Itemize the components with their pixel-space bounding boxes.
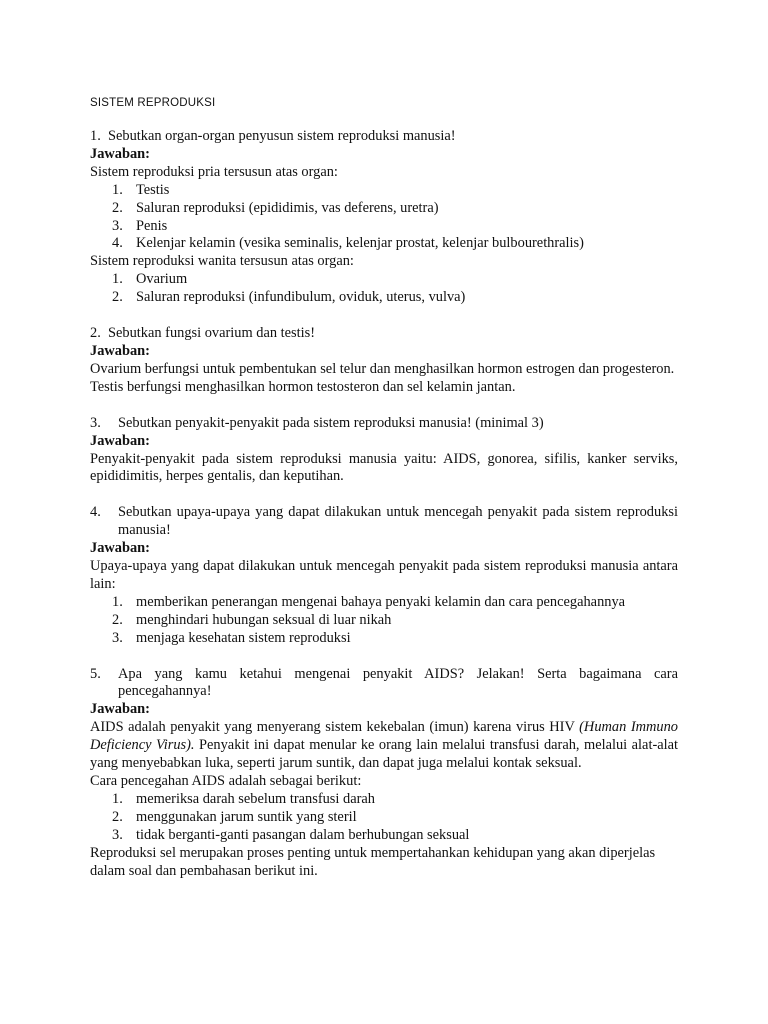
answer-label-1: Jawaban: — [90, 145, 150, 162]
question-1-number: 1. — [90, 128, 101, 144]
question-2-text: Sebutkan fungsi ovarium dan testis! — [108, 325, 316, 342]
question-4-text: Sebutkan upaya-upaya yang dapat dilakukan untuk mencegah penyakit pada sistem reproduksi manusia! — [118, 504, 678, 539]
question-2 — [90, 325, 678, 343]
closing-paragraph: Reproduksi sel merupakan proses penting untuk mempertahankan kehidupan yang akan diperjelas dalam soal dan pembahasan berikut ini. — [90, 844, 656, 879]
list-item: 1. Ovarium — [112, 271, 188, 288]
hiv-expansion: (Human Immuno Deficiency Virus). — [90, 719, 678, 754]
q5-prevention-list — [90, 791, 678, 845]
question-3 — [90, 415, 678, 433]
answer-label-4: Jawaban: — [90, 540, 150, 557]
q4-answer: Upaya-upaya yang dapat dilakukan untuk mencegah penyakit pada sistem reproduksi manusia antara lain: — [90, 558, 678, 592]
question-2-number: 2. — [90, 325, 101, 342]
question-3-text: Sebutkan penyakit-penyakit pada sistem reproduksi manusia! (minimal 3) — [118, 414, 544, 431]
q5-answer-aids: AIDS adalah penyakit yang menyerang sistem kekebalan (imun) karena virus HIV (Human Immuno Deficiency Virus). Penyakit ini dapat menular ke orang lain melalui transfusi darah, melalui alat-alat yang menyebabkan luka, seperti jarum suntik, dan dapat juga melalui kontak seksual. — [90, 719, 679, 772]
q2-answer-testis: Testis berfungsi menghasilkan hormon testosteron dan sel kelamin jantan. — [90, 378, 516, 395]
list-item: 4. Kelenjar kelamin (vesika seminalis, kelenjar prostat, kelenjar bulbourethralis) — [112, 235, 584, 252]
q1-female-intro: Sistem reproduksi wanita tersusun atas organ: — [90, 253, 354, 270]
answer-label-5: Jawaban: — [90, 701, 150, 718]
list-item: 2. Saluran reproduksi (epididimis, vas deferens, uretra) — [112, 199, 439, 216]
list-item: 3. Penis — [112, 217, 168, 234]
list-item: 2. menghindari hubungan seksual di luar nikah — [112, 611, 392, 628]
question-5-number: 5. — [90, 665, 101, 682]
list-item: 1. Testis — [112, 181, 170, 198]
list-item: 2. Saluran reproduksi (infundibulum, oviduk, uterus, vulva) — [112, 289, 466, 306]
q5-prevention-intro: Cara pencegahan AIDS adalah sebagai berikut: — [90, 773, 362, 789]
question-4-number: 4. — [90, 504, 101, 521]
q1-female-organ-list — [90, 271, 678, 307]
list-item: 1. memberikan penerangan mengenai bahaya penyaki kelamin dan cara pencegahannya — [112, 593, 626, 610]
answer-label-3: Jawaban: — [90, 432, 150, 449]
list-item: 3. tidak berganti-ganti pasangan dalam berhubungan seksual — [112, 826, 470, 843]
q4-prevention-list — [90, 594, 678, 648]
question-3-number: 3. — [90, 414, 101, 431]
q1-male-intro: Sistem reproduksi pria tersusun atas organ: — [90, 163, 338, 180]
question-5 — [90, 666, 678, 702]
q2-answer-ovarium: Ovarium berfungsi untuk pembentukan sel telur dan menghasilkan hormon estrogen dan progesteron. — [90, 360, 675, 377]
list-item: 3. menjaga kesehatan sistem reproduksi — [112, 629, 351, 646]
question-5-text: Apa yang kamu ketahui mengenai penyakit AIDS? Jelakan! Serta bagaimana cara pencegahannya! — [118, 665, 678, 700]
list-item: 1. memeriksa darah sebelum transfusi darah — [112, 790, 375, 807]
question-1-text: Sebutkan organ-organ penyusun sistem reproduksi manusia! — [108, 128, 456, 144]
q1-male-organ-list — [90, 182, 678, 254]
question-1 — [90, 128, 678, 146]
list-item: 2. menggunakan jarum suntik yang steril — [112, 808, 357, 825]
document-title: SISTEM REPRODUKSI — [90, 97, 216, 109]
document-body — [90, 128, 678, 880]
q3-answer: Penyakit-penyakit pada sistem reproduksi manusia yaitu: AIDS, gonorea, sifilis, kanker serviks, epididimitis, herpes gentalis, dan keputihan. — [90, 450, 678, 485]
answer-label-2: Jawaban: — [90, 342, 150, 359]
question-4 — [90, 504, 678, 540]
